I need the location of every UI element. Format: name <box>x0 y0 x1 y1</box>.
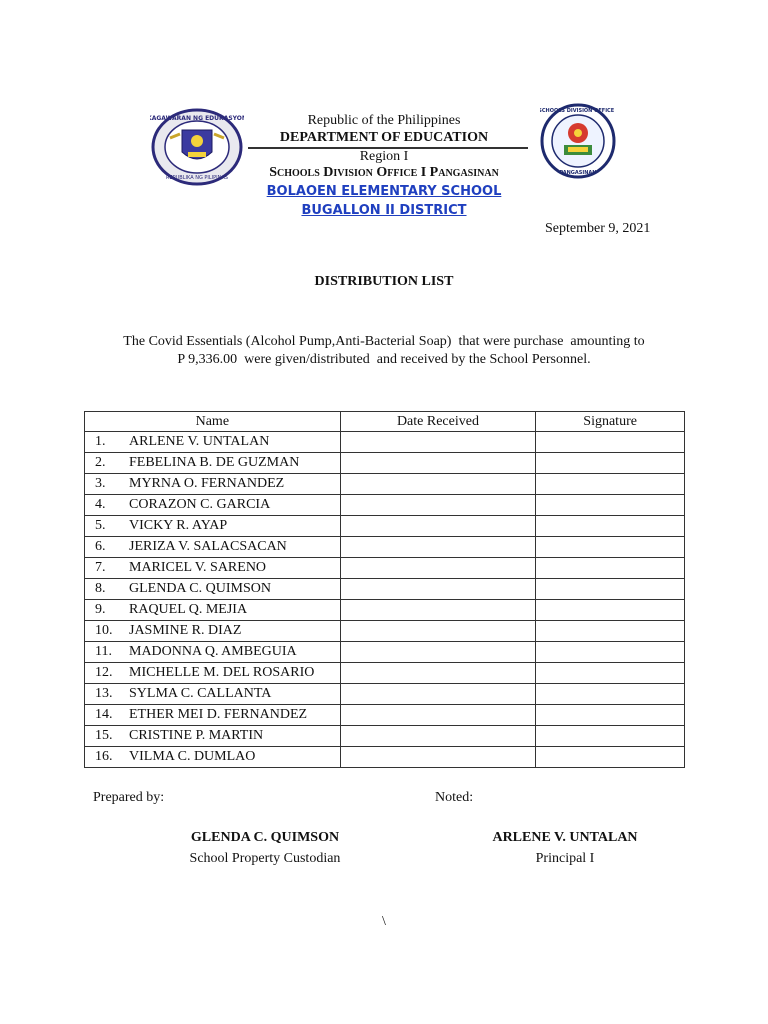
cell-date-received[interactable] <box>340 558 536 579</box>
cell-date-received[interactable] <box>340 579 536 600</box>
cell-date-received[interactable] <box>340 684 536 705</box>
person-name: RAQUEL Q. MEJIA <box>129 602 248 617</box>
cell-signature[interactable] <box>536 579 685 600</box>
cell-signature[interactable] <box>536 432 685 453</box>
cell-date-received[interactable] <box>340 726 536 747</box>
cell-date-received[interactable] <box>340 600 536 621</box>
row-number: 3. <box>95 476 106 491</box>
person-name: VICKY R. AYAP <box>129 518 228 533</box>
prepared-by-label: Prepared by: <box>93 790 165 805</box>
noter-name: ARLENE V. UNTALAN <box>492 830 638 845</box>
table-row <box>85 684 685 705</box>
cell-signature[interactable] <box>536 726 685 747</box>
cell-signature[interactable] <box>536 537 685 558</box>
deped-seal <box>150 108 244 186</box>
table-row <box>85 516 685 537</box>
cell-name <box>85 453 341 474</box>
person-name: CRISTINE P. MARTIN <box>129 728 264 743</box>
person-name: SYLMA C. CALLANTA <box>129 686 272 701</box>
district-name: BUGALLON II DISTRICT <box>301 203 467 218</box>
region-line: Region I <box>359 149 409 164</box>
cell-date-received[interactable] <box>340 705 536 726</box>
row-number: 5. <box>95 518 106 533</box>
intro-paragraph <box>40 333 728 369</box>
school-name: BOLAOEN ELEMENTARY SCHOOL <box>266 184 502 199</box>
cell-name <box>85 642 341 663</box>
cell-signature[interactable] <box>536 516 685 537</box>
header-signature: Signature <box>536 412 685 432</box>
row-number: 12. <box>95 665 113 680</box>
cell-name <box>85 663 341 684</box>
table-row <box>85 558 685 579</box>
row-number: 16. <box>95 749 113 764</box>
cell-name <box>85 537 341 558</box>
row-number: 10. <box>95 623 113 638</box>
cell-date-received[interactable] <box>340 432 536 453</box>
table-row <box>85 726 685 747</box>
cell-date-received[interactable] <box>340 495 536 516</box>
person-name: FEBELINA B. DE GUZMAN <box>129 455 300 470</box>
table-row <box>85 579 685 600</box>
table-row <box>85 600 685 621</box>
table-row <box>85 642 685 663</box>
document-title: DISTRIBUTION LIST <box>314 274 454 289</box>
svg-text:REPUBLIKA NG PILIPINAS: REPUBLIKA NG PILIPINAS <box>166 175 228 181</box>
row-number: 15. <box>95 728 113 743</box>
cell-name <box>85 432 341 453</box>
header-name: Name <box>85 412 341 432</box>
cell-date-received[interactable] <box>340 747 536 768</box>
cell-date-received[interactable] <box>340 516 536 537</box>
person-name: ARLENE V. UNTALAN <box>129 434 270 449</box>
row-number: 13. <box>95 686 113 701</box>
row-number: 11. <box>95 644 112 659</box>
person-name: JASMINE R. DIAZ <box>129 623 242 638</box>
row-number: 8. <box>95 581 106 596</box>
document-date: September 9, 2021 <box>545 221 651 236</box>
cell-date-received[interactable] <box>340 474 536 495</box>
person-name: MYRNA O. FERNANDEZ <box>129 476 285 491</box>
cell-date-received[interactable] <box>340 663 536 684</box>
preparer-title: School Property Custodian <box>189 851 341 866</box>
row-number: 7. <box>95 560 106 575</box>
row-number: 9. <box>95 602 106 617</box>
distribution-table <box>84 411 685 768</box>
noter-title: Principal I <box>535 851 595 866</box>
person-name: CORAZON C. GARCIA <box>129 497 271 512</box>
person-name: MADONNA Q. AMBEGUIA <box>129 644 297 659</box>
cell-signature[interactable] <box>536 600 685 621</box>
cell-signature[interactable] <box>536 747 685 768</box>
person-name: JERIZA V. SALACSACAN <box>129 539 287 554</box>
cell-signature[interactable] <box>536 495 685 516</box>
cell-signature[interactable] <box>536 663 685 684</box>
svg-text:SCHOOLS DIVISION OFFICE I: SCHOOLS DIVISION OFFICE I <box>540 108 616 114</box>
division-seal <box>540 103 616 179</box>
cell-signature[interactable] <box>536 684 685 705</box>
table-row <box>85 453 685 474</box>
cell-date-received[interactable] <box>340 621 536 642</box>
table-row <box>85 474 685 495</box>
cell-signature[interactable] <box>536 474 685 495</box>
cell-signature[interactable] <box>536 621 685 642</box>
cell-name <box>85 474 341 495</box>
person-name: MARICEL V. SARENO <box>129 560 267 575</box>
cell-signature[interactable] <box>536 453 685 474</box>
person-name: MICHELLE M. DEL ROSARIO <box>129 665 315 680</box>
cell-date-received[interactable] <box>340 537 536 558</box>
intro-line-2: P 9,336.00 were given/distributed and received by the School Personnel. <box>177 352 591 367</box>
table-header-row <box>85 412 685 432</box>
svg-text:PANGASINAN: PANGASINAN <box>559 170 597 176</box>
cell-date-received[interactable] <box>340 642 536 663</box>
cell-signature[interactable] <box>536 642 685 663</box>
cell-name <box>85 621 341 642</box>
row-number: 1. <box>95 434 106 449</box>
svg-text:KAGAWARAN NG EDUKASYON: KAGAWARAN NG EDUKASYON <box>150 115 244 122</box>
republic-line: Republic of the Philippines <box>307 113 461 128</box>
cell-name <box>85 516 341 537</box>
cell-name <box>85 747 341 768</box>
table-row <box>85 621 685 642</box>
cell-name <box>85 684 341 705</box>
preparer-name: GLENDA C. QUIMSON <box>190 830 340 845</box>
cell-signature[interactable] <box>536 705 685 726</box>
table-row <box>85 432 685 453</box>
table-row <box>85 495 685 516</box>
person-name: GLENDA C. QUIMSON <box>129 581 271 596</box>
row-number: 4. <box>95 497 106 512</box>
row-number: 2. <box>95 455 106 470</box>
department-line: DEPARTMENT OF EDUCATION <box>279 130 489 145</box>
intro-line-1: The Covid Essentials (Alcohol Pump,Anti-Bacterial Soap) that were purchase amounting to <box>123 334 645 349</box>
footer-mark: \ <box>382 914 386 929</box>
table-row <box>85 537 685 558</box>
division-line: Schools Division Office I Pangasinan <box>269 165 499 180</box>
table-row <box>85 705 685 726</box>
cell-signature[interactable] <box>536 558 685 579</box>
table-row <box>85 663 685 684</box>
person-name: VILMA C. DUMLAO <box>129 749 256 764</box>
table-row <box>85 747 685 768</box>
noted-label: Noted: <box>435 790 474 805</box>
row-number: 6. <box>95 539 106 554</box>
cell-name <box>85 495 341 516</box>
row-number: 14. <box>95 707 113 722</box>
cell-name <box>85 600 341 621</box>
person-name: ETHER MEI D. FERNANDEZ <box>129 707 308 722</box>
cell-name <box>85 705 341 726</box>
header-date-received: Date Received <box>340 412 536 432</box>
cell-name <box>85 726 341 747</box>
cell-name <box>85 579 341 600</box>
cell-date-received[interactable] <box>340 453 536 474</box>
cell-name <box>85 558 341 579</box>
